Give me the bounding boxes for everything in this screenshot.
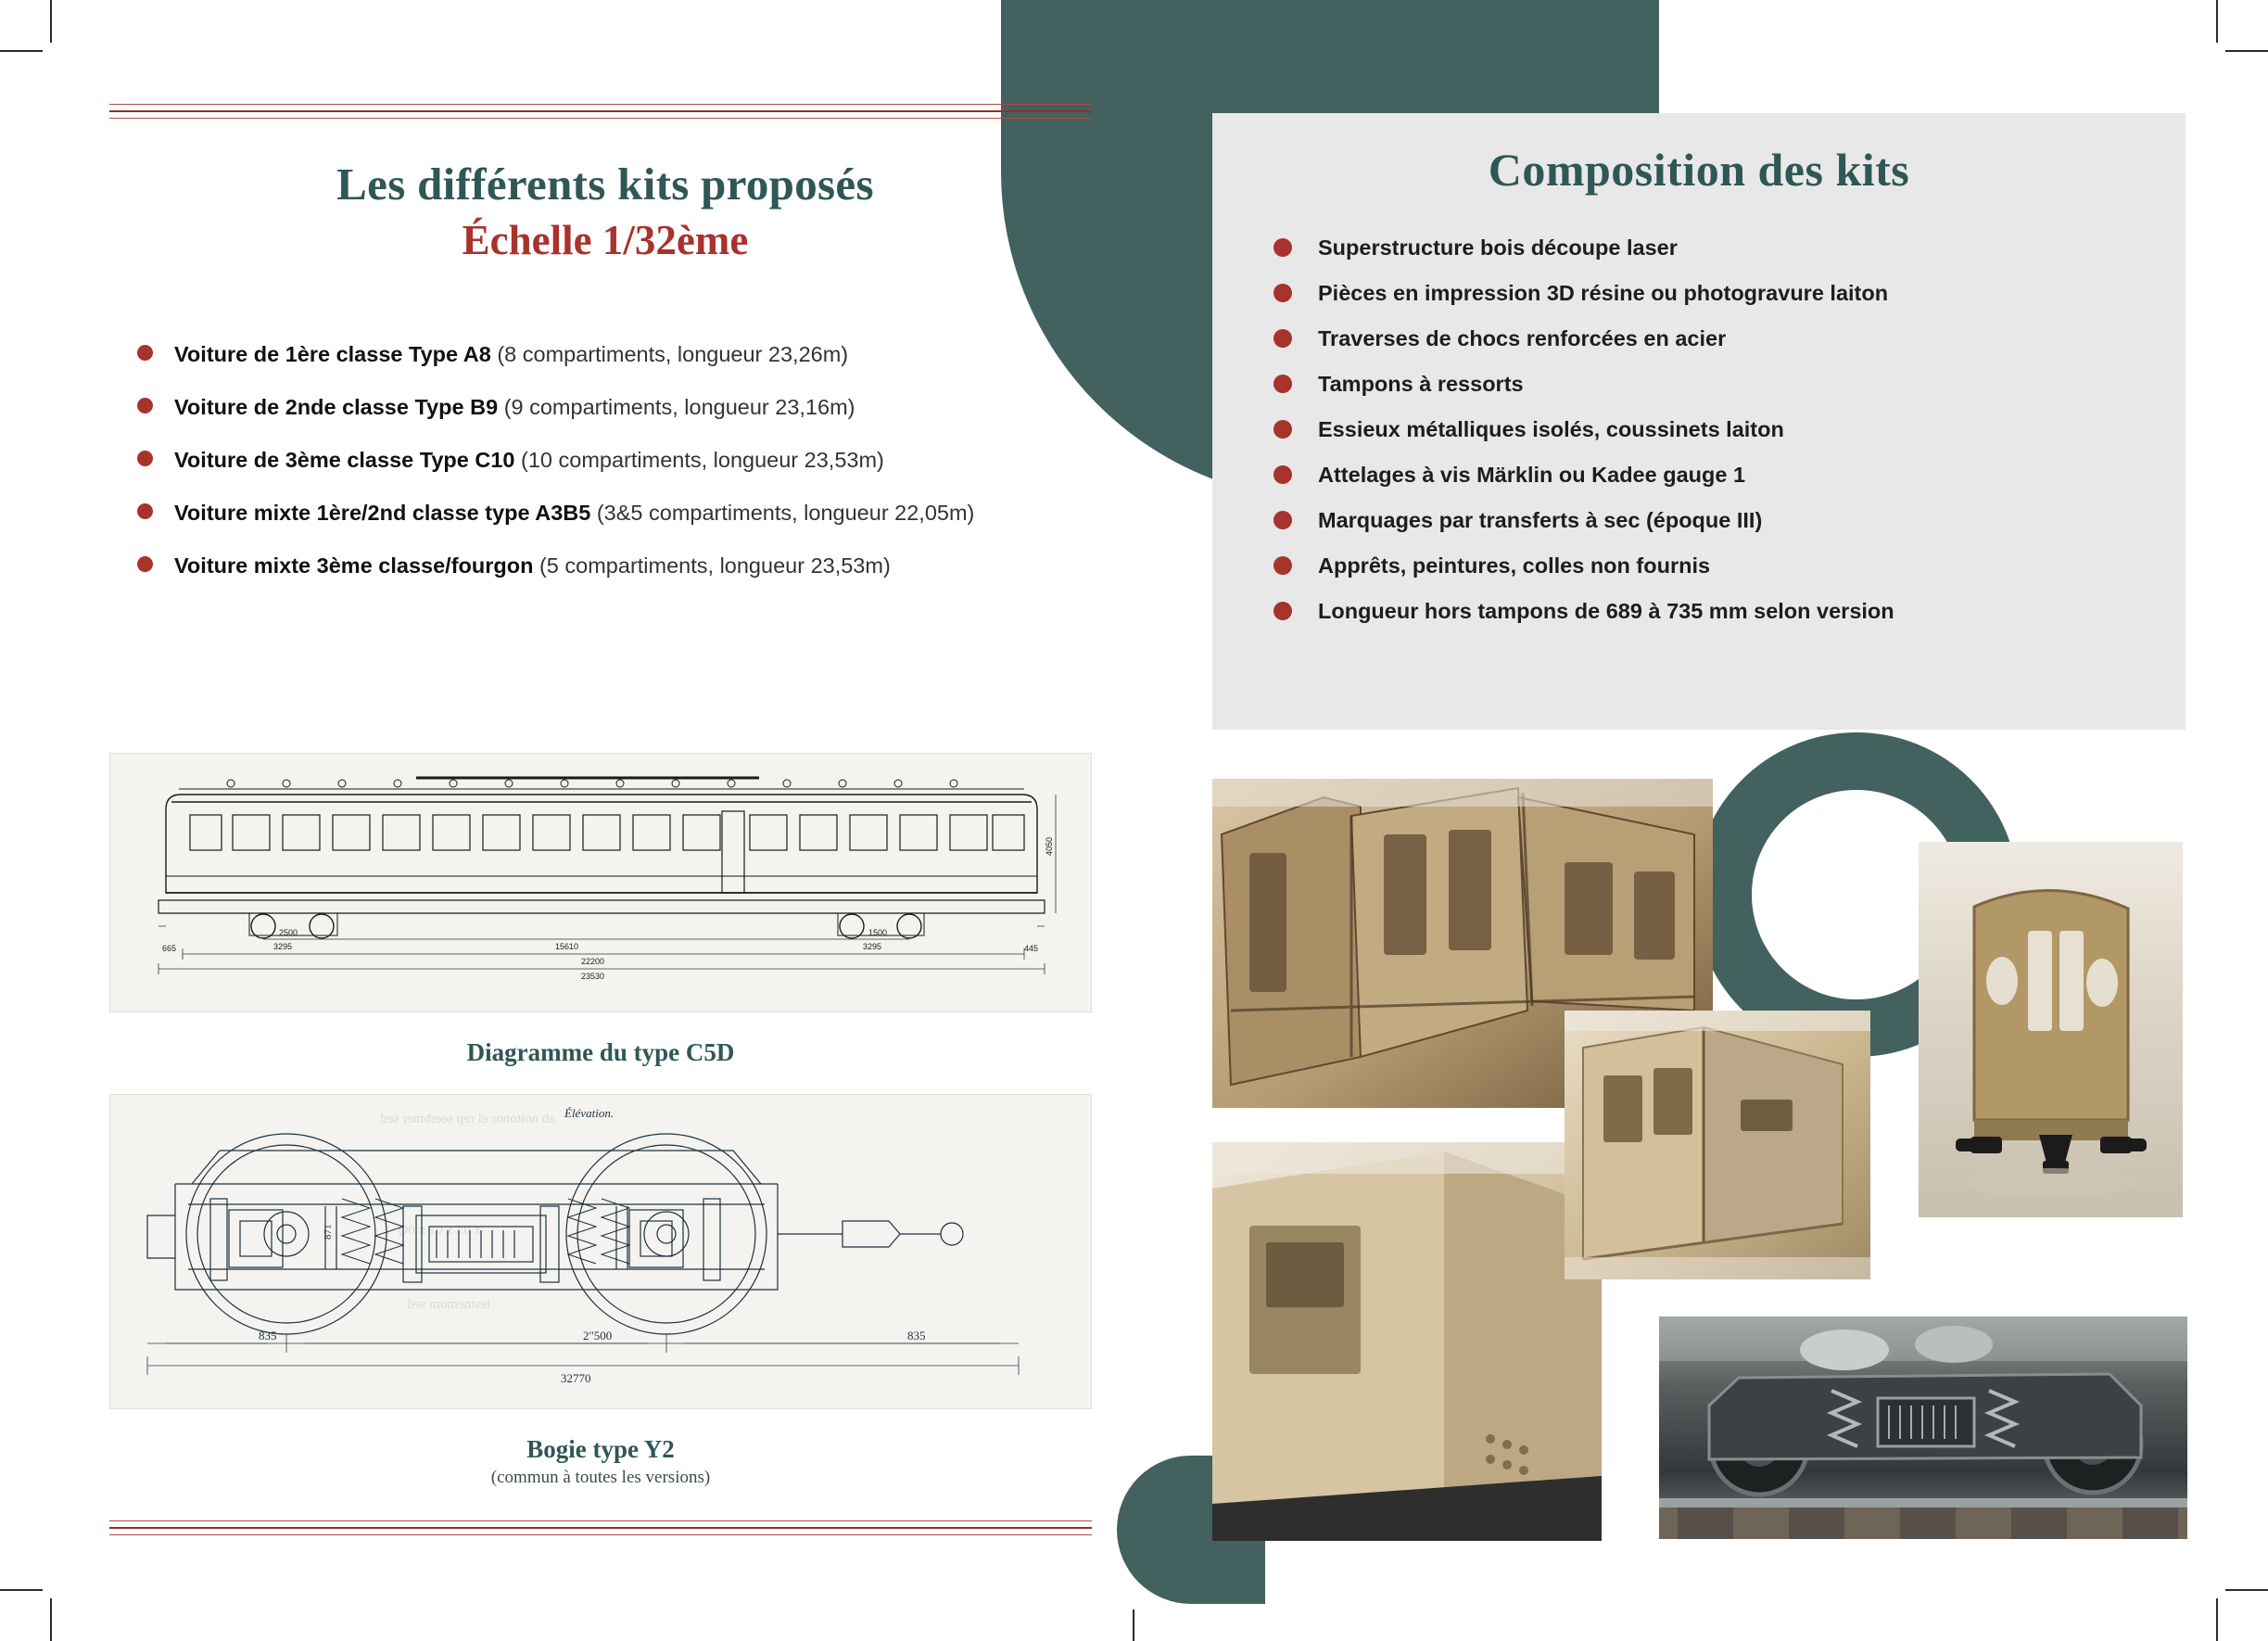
list-item <box>1273 235 2186 261</box>
crop-mark <box>2225 50 2268 52</box>
svg-text:3295: 3295 <box>273 942 293 951</box>
composition-title: Composition des kits <box>1488 144 1910 196</box>
left-column <box>109 158 1101 603</box>
list-item <box>1273 281 2186 306</box>
crop-mark <box>50 0 52 43</box>
figure-c5d-caption: Diagramme du type C5D <box>466 1038 735 1066</box>
svg-text:4050: 4050 <box>1045 836 1054 856</box>
bullet-icon <box>1273 511 1292 529</box>
crop-mark <box>0 1589 43 1591</box>
figure-y2-caption: Bogie type Y2 <box>526 1435 675 1463</box>
kit-desc: (10 compartiments, longueur 23,53m) <box>521 448 884 473</box>
list-item <box>1273 553 2186 579</box>
bullet-icon <box>1273 602 1292 620</box>
svg-text:665: 665 <box>162 944 177 953</box>
kit-desc: (5 compartiments, longueur 23,53m) <box>538 553 891 579</box>
svg-text:lestnemom sed: lestnemom sed <box>407 1297 490 1312</box>
composition-item-label: Attelages à vis Märklin ou Kadee gauge 1 <box>1318 463 1746 487</box>
list-item <box>1273 508 2186 533</box>
list-item <box>1273 599 2186 624</box>
page-subtitle: Échelle 1/32ème <box>462 217 749 263</box>
bullet-icon <box>1273 465 1292 484</box>
page-title: Les différents kits proposés <box>336 159 874 210</box>
bullet-icon <box>137 556 153 572</box>
list-item <box>137 444 1101 476</box>
svg-text:ab noitonor el rep seerbmer se: ab noitonor el rep seerbmer sed <box>380 1112 555 1126</box>
figure-y2-bogie <box>109 1094 1092 1409</box>
composition-item-label: Superstructure bois découpe laser <box>1318 235 1678 260</box>
svg-text:2500: 2500 <box>279 928 298 937</box>
photo-coach-body-end <box>1212 1142 1602 1541</box>
bullet-icon <box>1273 420 1292 439</box>
composition-item-label: Essieux métalliques isolés, coussinets laiton <box>1318 417 1784 441</box>
crop-mark <box>50 1598 52 1641</box>
kit-name: Voiture mixte 1ère/2nd classe type A3B5 <box>174 501 591 526</box>
list-item <box>1273 372 2186 397</box>
svg-text:22200: 22200 <box>581 957 605 966</box>
crop-mark <box>2216 1598 2218 1641</box>
svg-text:835: 835 <box>259 1329 277 1342</box>
kit-name: Voiture de 1ère classe Type A8 <box>174 342 491 366</box>
kit-desc: (9 compartiments, longueur 23,16m) <box>503 395 855 420</box>
composition-item-label: Apprêts, peintures, colles non fournis <box>1318 553 1711 578</box>
svg-text:2"500: 2"500 <box>583 1329 613 1342</box>
figure-c5d-diagram <box>109 753 1092 1012</box>
svg-text:32770: 32770 <box>561 1371 591 1385</box>
bullet-icon <box>137 451 153 466</box>
bullet-icon <box>1273 284 1292 302</box>
kit-name: Voiture de 3ème classe Type C10 <box>174 448 515 473</box>
composition-item-label: Tampons à ressorts <box>1318 372 1524 396</box>
bullet-icon <box>137 345 153 361</box>
list-item <box>137 391 1101 423</box>
bullet-icon <box>1273 556 1292 575</box>
crop-mark <box>2216 0 2218 43</box>
list-item <box>1273 326 2186 351</box>
svg-text:445: 445 <box>1024 944 1039 953</box>
svg-text:15610: 15610 <box>555 942 579 951</box>
svg-text:x 03 x 01 x 0Q: x 03 x 01 x 0Q <box>398 1223 481 1238</box>
composition-item-label: Longueur hors tampons de 689 à 735 mm selon version <box>1318 599 1894 623</box>
rule-top <box>109 104 1092 124</box>
kit-desc: (3&5 compartiments, longueur 22,05m) <box>596 501 975 526</box>
kit-list <box>137 338 1101 581</box>
svg-text:835: 835 <box>907 1329 926 1342</box>
kit-name: Voiture de 2nde classe Type B9 <box>174 395 499 420</box>
photo-interior-partition <box>1565 1011 1870 1279</box>
bullet-icon <box>1273 329 1292 348</box>
svg-text:Élévation.: Élévation. <box>564 1106 615 1120</box>
svg-text:3295: 3295 <box>863 942 882 951</box>
composition-item-label: Traverses de chocs renforcées en acier <box>1318 326 1727 350</box>
composition-panel <box>1212 113 2186 730</box>
crop-mark <box>0 50 43 52</box>
list-item <box>137 550 1101 581</box>
crop-mark-center-bottom <box>1133 1609 1134 1641</box>
list-item <box>1273 463 2186 488</box>
composition-list <box>1273 235 2186 624</box>
list-item <box>137 338 1101 370</box>
bullet-icon <box>137 398 153 413</box>
figure-y2-subcaption: (commun à toutes les versions) <box>490 1468 711 1487</box>
kit-name: Voiture mixte 3ème classe/fourgon <box>174 553 534 579</box>
list-item <box>1273 417 2186 442</box>
bullet-icon <box>1273 238 1292 257</box>
list-item <box>137 497 1101 528</box>
photo-bogie-on-track <box>1659 1317 2187 1539</box>
photo-end-door-with-buffers <box>1919 842 2183 1217</box>
kit-desc: (8 compartiments, longueur 23,26m) <box>497 342 849 366</box>
bullet-icon <box>137 503 153 519</box>
crop-mark <box>2225 1589 2268 1591</box>
composition-item-label: Pièces en impression 3D résine ou photogravure laiton <box>1318 281 1889 305</box>
svg-text:871: 871 <box>323 1224 334 1240</box>
svg-text:1500: 1500 <box>868 928 888 937</box>
rule-bottom <box>109 1520 1092 1541</box>
bullet-icon <box>1273 375 1292 393</box>
composition-item-label: Marquages par transferts à sec (époque III) <box>1318 508 1763 532</box>
svg-text:23530: 23530 <box>581 972 605 981</box>
